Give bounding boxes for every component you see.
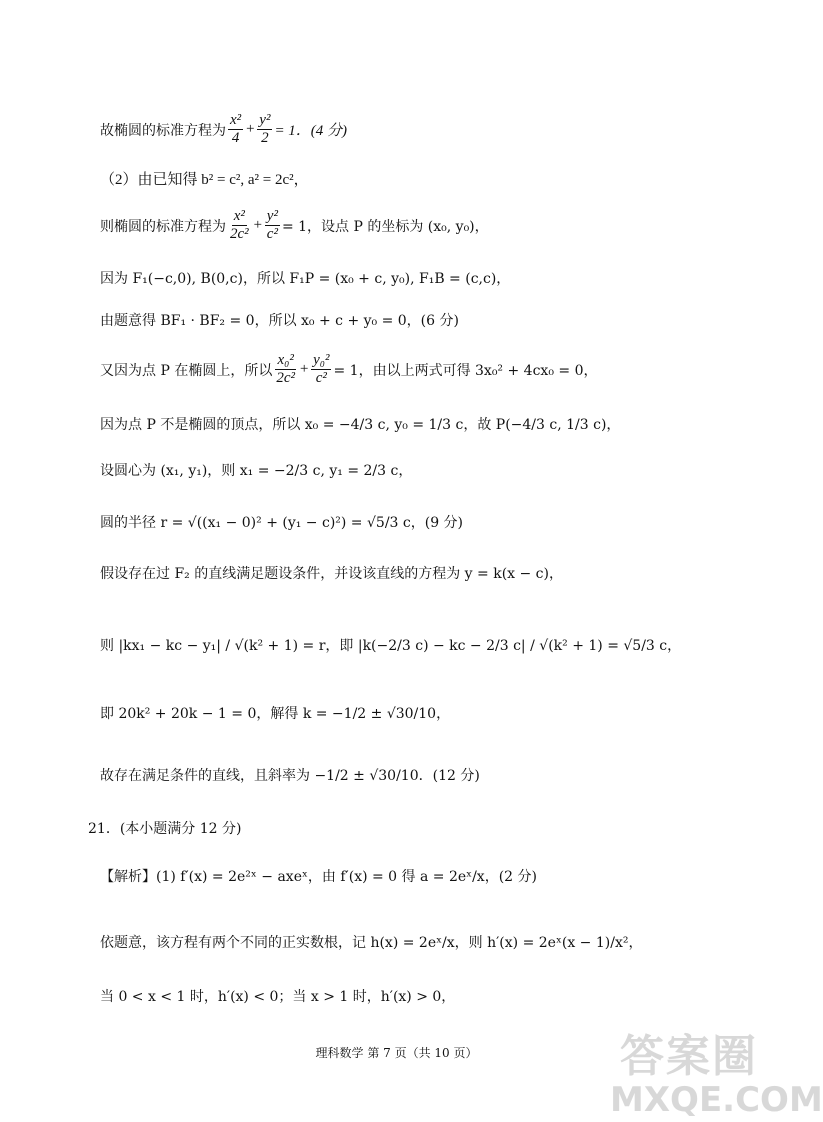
- line-16: 依题意，该方程有两个不同的正实数根，记 h(x) = 2eˣ/x，则 h′(x) = 2eˣ(x − 1)/x²，: [100, 935, 643, 951]
- line-13: 故存在满足条件的直线，且斜率为 −1/2 ± √30/10．(12 分): [100, 768, 480, 784]
- fraction: $\frac{\text{x²}}{4}$: [230, 112, 242, 146]
- line-9: 圆的半径 r = √((x₁ − 0)² + (y₁ − c)²) = √5/3 c，(9 分): [100, 515, 464, 531]
- watermark-logo: 答案圈 MXQE.COM: [610, 1031, 823, 1120]
- line-15: 【解析】(1) f′(x) = 2e²ˣ − axeˣ，由 f′(x) = 0 得 a = 2eˣ/x，(2 分): [100, 869, 537, 885]
- line-10: 假设存在过 F₂ 的直线满足题设条件，并设该直线的方程为 y = k(x − c)，: [100, 566, 563, 582]
- fraction: $\frac{\text{x²}}{\text{2c²}}$: [230, 208, 249, 242]
- line-17: 当 0 < x < 1 时，h′(x) < 0；当 x > 1 时，h′(x) > 0，: [100, 989, 456, 1005]
- fraction: $\frac{\text{y²}}{2}$: [259, 112, 271, 146]
- fraction: $\frac{\text{x₀²}}{\text{2c²}}$: [276, 352, 295, 386]
- line-5: 由题意得 BF₁ · BF₂ = 0，所以 x₀ + c + y₀ = 0，(6 分): [100, 313, 459, 329]
- line-7: 因为点 P 不是椭圆的顶点，所以 x₀ = −4/3 c, y₀ = 1/3 c，故 P(−4/3 c, 1/3 c)，: [100, 417, 621, 433]
- line-3: 则椭圆的标准方程为 $\frac{\text{x²}}{\text{2c²}}$ + $\frac{\text{y²}}{\text{c²}}$ = 1，设点 P 的坐标为 (x₀, y₀)，: [100, 208, 489, 242]
- line-12: 即 20k² + 20k − 1 = 0，解得 k = −1/2 ± √30/10，: [100, 706, 451, 722]
- page-footer: 理科数学 第 7 页（共 10 页）: [315, 1046, 478, 1060]
- line-6: 又因为点 P 在椭圆上，所以 $\frac{\text{x₀²}}{\text{2c²}}$ + $\frac{\text{y₀²}}{\text{c²}}$ = 1，由以上两式可得 3x₀² + 4cx₀ = 0，: [100, 352, 598, 386]
- line-1: 故椭圆的标准方程为 $\frac{\text{x²}}{4}$ + $\frac{\text{y²}}{2}$ = 1．(4 分): [100, 112, 348, 146]
- line-14: 21．(本小题满分 12 分): [88, 821, 242, 837]
- fraction: $\frac{\text{y₀²}}{\text{c²}}$: [313, 352, 330, 386]
- fraction: $\frac{\text{y²}}{\text{c²}}$: [266, 208, 278, 242]
- line-2: （2）由已知得 b² = c², a² = 2c²，: [100, 172, 309, 188]
- line-4: 因为 F₁(−c,0), B(0,c)，所以 F₁P = (x₀ + c, y₀), F₁B = (c,c)，: [100, 271, 511, 287]
- line-11: 则 |kx₁ − kc − y₁| / √(k² + 1) = r，即 |k(−2/3 c) − kc − 2/3 c| / √(k² + 1) = √5/3 c，: [100, 638, 682, 654]
- line-8: 设圆心为 (x₁, y₁)，则 x₁ = −2/3 c, y₁ = 2/3 c，: [100, 463, 413, 479]
